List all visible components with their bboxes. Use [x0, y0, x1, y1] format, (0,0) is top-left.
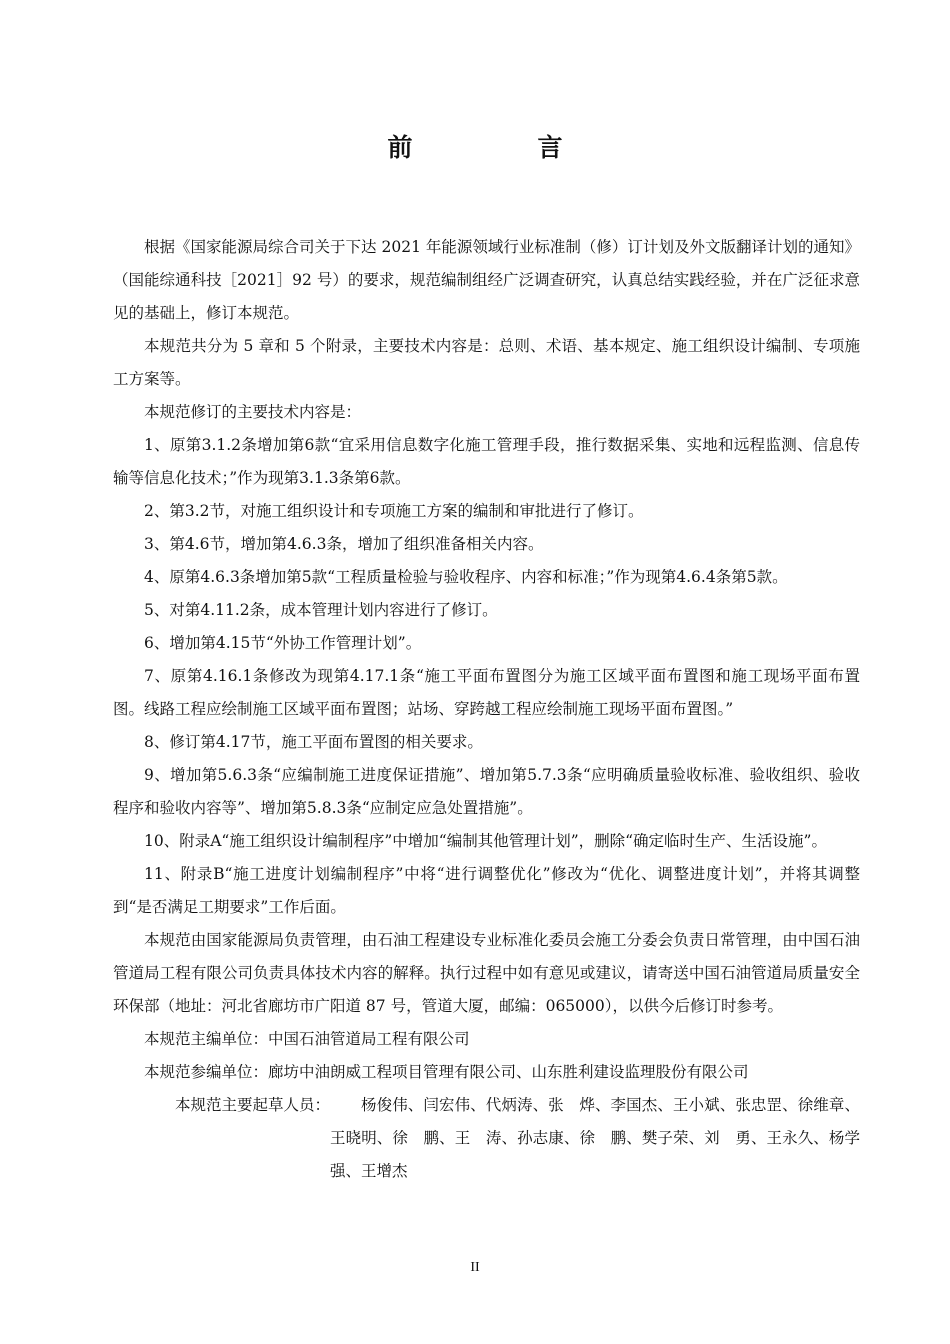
page-title: 前 言 [387, 133, 613, 162]
revision-item-7: 7、原第4.16.1条修改为现第4.17.1条“施工平面布置图分为施工区域平面布置图和施工现场平面布置图。线路工程应绘制施工区域平面布置图；站场、穿跨越工程应绘制施工现场平面布置图。” [113, 667, 860, 718]
revision-item-10: 10、附录A“施工组织设计编制程序”中增加“编制其他管理计划”，删除“确定临时生产、生活设施”。 [144, 832, 827, 850]
page-number: II [470, 1260, 480, 1275]
revision-item-5: 5、对第4.11.2条，成本管理计划内容进行了修订。 [144, 601, 498, 619]
revision-item-2: 2、第3.2节，对施工组织设计和专项施工方案的编制和审批进行了修订。 [144, 502, 644, 520]
paragraph-revision-intro: 本规范修订的主要技术内容是： [144, 403, 362, 421]
revision-item-1: 1、原第3.1.2条增加第6款“宜采用信息数字化施工管理手段，推行数据采集、实地和远程监测、信息传输等信息化技术；”作为现第3.1.3条第6款。 [113, 436, 860, 487]
drafters-label: 本规范主要起草人员： [175, 1096, 331, 1114]
drafters-row [113, 1089, 860, 1188]
drafters-names: 杨俊伟、闫宏伟、代炳涛、张 烨、李国杰、王小斌、张忠罡、徐维章、王晓明、徐 鹏、王 涛、孙志康、徐 鹏、樊子荣、刘 勇、王永久、杨学强、王增杰 [330, 1096, 860, 1180]
revision-item-11: 11、附录B“施工进度计划编制程序”中将“进行调整优化”修改为“优化、调整进度计划”，并将其调整到“是否满足工期要求”工作后面。 [113, 865, 860, 916]
revision-item-8: 8、修订第4.17节，施工平面布置图的相关要求。 [144, 733, 483, 751]
preface-body [113, 231, 860, 1188]
paragraph-management: 本规范由国家能源局负责管理，由石油工程建设专业标准化委员会施工分委会负责日常管理，由中国石油管道局工程有限公司负责具体技术内容的解释。执行过程中如有意见或建议，请寄送中国石油管道局质量安全环保部（地址：河北省廊坊市广阳道 87 号，管道大厦，邮编：065000），以供今后修订时参考。 [113, 931, 860, 1015]
revision-item-9: 9、增加第5.6.3条“应编制施工进度保证措施”、增加第5.7.3条“应明确质量验收标准、验收组织、验收程序和验收内容等”、增加第5.8.3条“应制定应急处置措施”。 [113, 766, 860, 817]
revision-item-3: 3、第4.6节，增加第4.6.3条，增加了组织准备相关内容。 [144, 535, 544, 553]
paragraph-basis: 根据《国家能源局综合司关于下达 2021 年能源领域行业标准制（修）订计划及外文版翻译计划的通知》（国能综通科技［2021］92 号）的要求，规范编制组经广泛调查研究，认真总结实践经验，并在广泛征求意见的基础上，修订本规范。 [113, 238, 860, 322]
revision-item-4: 4、原第4.6.3条增加第5款“工程质量检验与验收程序、内容和标准；”作为现第4.6.4条第5款。 [144, 568, 788, 586]
revision-item-6: 6、增加第4.15节“外协工作管理计划”。 [144, 634, 422, 652]
paragraph-structure: 本规范共分为 5 章和 5 个附录，主要技术内容是：总则、术语、基本规定、施工组织设计编制、专项施工方案等。 [113, 337, 860, 388]
participating-units: 本规范参编单位：廊坊中油朗威工程项目管理有限公司、山东胜利建设监理股份有限公司 [144, 1063, 749, 1081]
chief-editor-unit: 本规范主编单位：中国石油管道局工程有限公司 [144, 1030, 470, 1048]
